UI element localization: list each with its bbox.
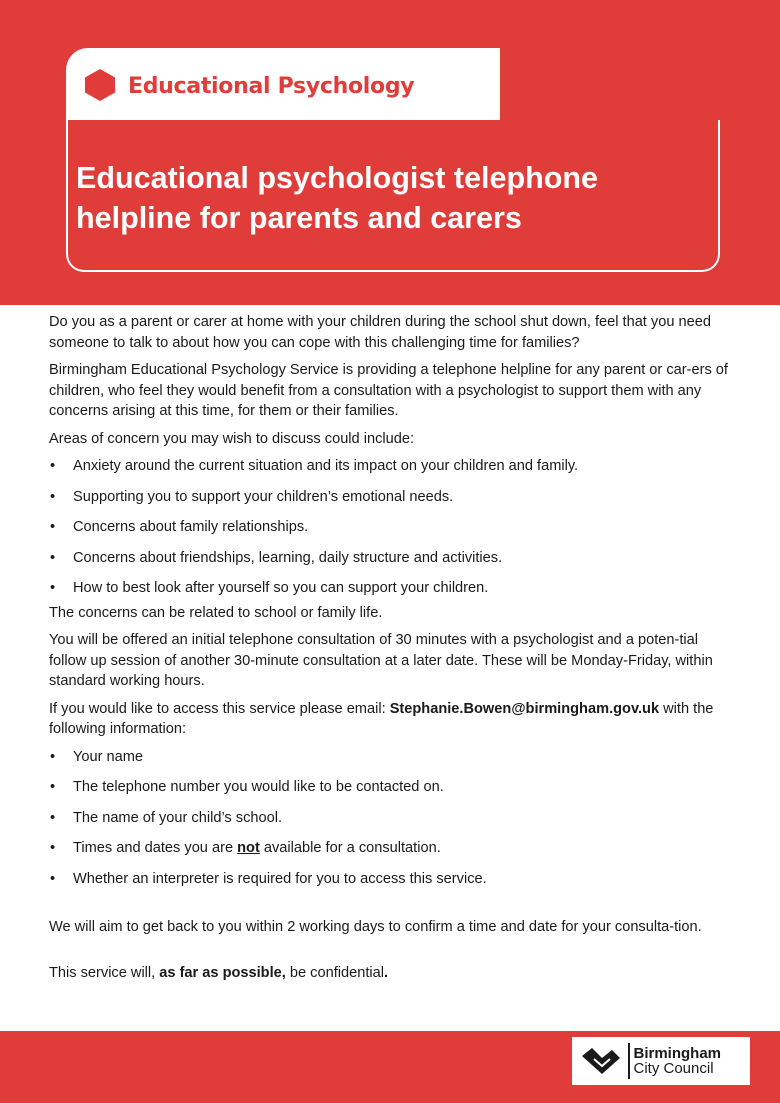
council-name-line-1: Birmingham	[633, 1045, 722, 1062]
council-name-line-2: City Council	[633, 1060, 714, 1077]
contact-text-after: with the following information:	[49, 700, 714, 737]
birmingham-city-council-logo	[572, 1037, 750, 1085]
page-title: Educational psychologist telephone helpline for parents and carers	[76, 161, 598, 235]
contact-text-before: If you would like to access this service please email:	[49, 700, 390, 717]
title-frame-right-edge	[718, 140, 720, 252]
list-item: • The name of your child’s school.	[49, 808, 739, 829]
contact-paragraph	[49, 699, 739, 740]
list-item: • Whether an interpreter is required for you to access this service.	[49, 869, 739, 890]
list-item: • Supporting you to support your children’s emotional needs.	[49, 487, 739, 508]
list-item	[49, 838, 739, 859]
item-text-before: Times and dates you are	[73, 840, 238, 856]
intro-paragraph-1: Do you as a parent or carer at home with your children during the school shut down, feel that you need someone to talk to about how you can cope with this challenging time for families?	[49, 314, 711, 351]
confidential-emphasis: as far as possible,	[159, 964, 286, 981]
closing-paragraph: We will aim to get back to you within 2 working days to confirm a time and date for your consulta-tion.	[49, 919, 702, 935]
confidential-full-stop: .	[384, 964, 389, 981]
confidential-text-before: This service will,	[49, 964, 160, 981]
intro-paragraph-3: Areas of concern you may wish to discuss could include:	[49, 430, 415, 447]
confidentiality-paragraph	[49, 963, 739, 984]
logo-divider	[628, 1043, 630, 1079]
list-item: • Anxiety around the current situation and its impact on your children and family.	[49, 456, 739, 477]
council-emblem-icon	[580, 1046, 622, 1076]
information-list	[49, 747, 739, 890]
item-emphasis: not	[237, 840, 260, 856]
intro-paragraph-2: Birmingham Educational Psychology Service is providing a telephone helpline for any parent or car-ers of children, who feel they would benefit from a consultation with a psychologist to support them with any concerns arising at this time, for them or their families.	[49, 362, 728, 419]
list-item: • Concerns about friendships, learning, daily structure and activities.	[49, 548, 739, 569]
header-tab-notch	[482, 48, 732, 120]
item-text-after: available for a consultation.	[259, 840, 441, 856]
body-paragraph-5: You will be offered an initial telephone consultation of 30 minutes with a psychologist and a poten-tial follow up session of another 30-minute consultation at a later date. These will be Monday-Friday, within standard working hours.	[49, 632, 713, 689]
confidential-text-after: be confidential	[285, 964, 385, 981]
list-item: • Your name	[49, 747, 739, 768]
body-paragraph-4: The concerns can be related to school or family life.	[49, 604, 383, 621]
concerns-list	[49, 456, 739, 599]
hexagon-logo-icon	[84, 68, 116, 102]
list-item: • How to best look after yourself so you can support your children.	[49, 578, 739, 599]
brand-name: Educational Psychology	[128, 74, 415, 99]
council-wordmark	[634, 1046, 722, 1076]
list-item: • Concerns about family relationships.	[49, 517, 739, 538]
document-body	[49, 312, 739, 990]
list-item: • The telephone number you would like to be contacted on.	[49, 777, 739, 798]
email-link[interactable]: Stephanie.Bowen@birmingham.gov.uk	[389, 700, 660, 717]
